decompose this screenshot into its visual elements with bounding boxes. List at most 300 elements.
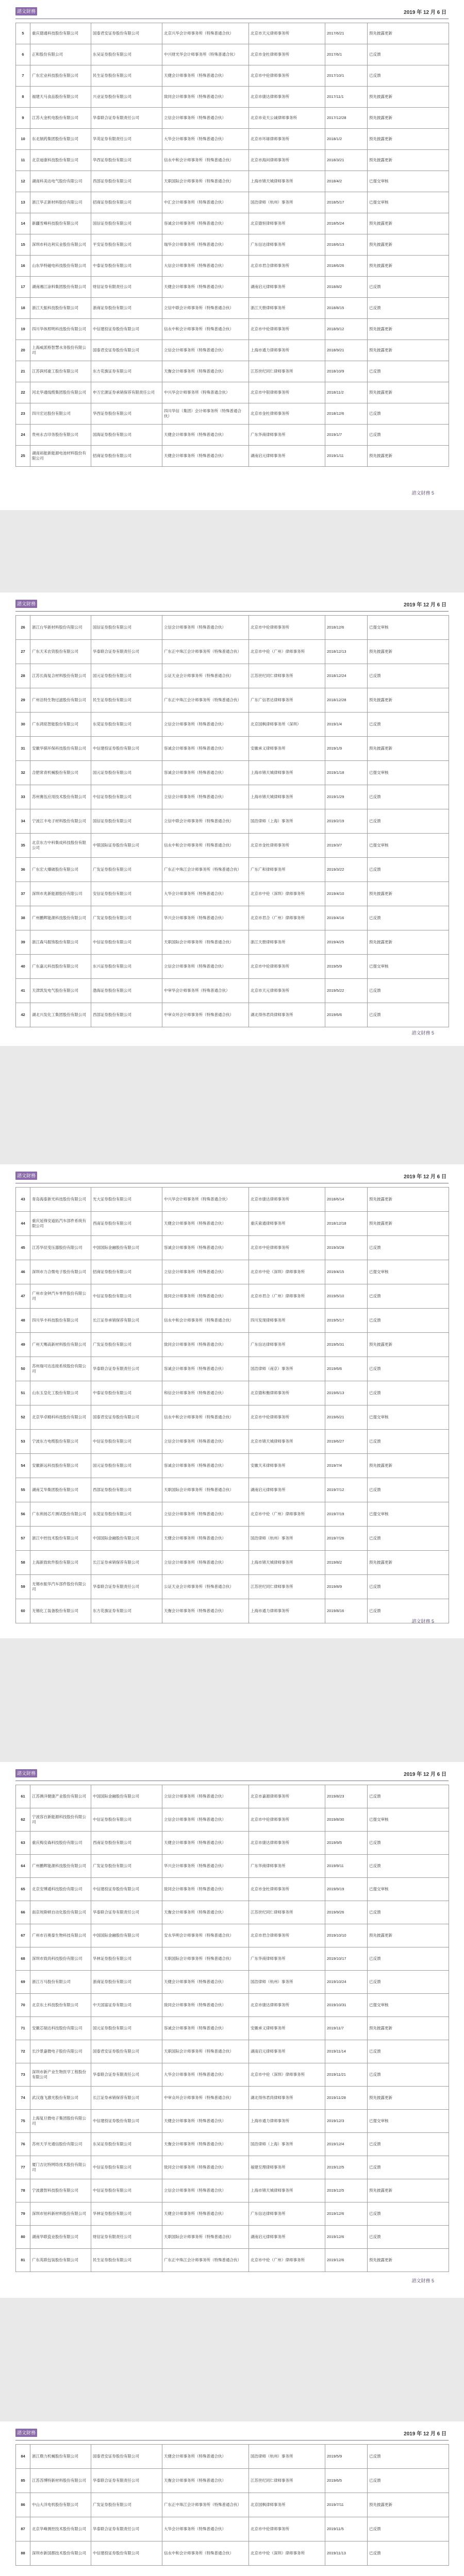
table-cell: 61 xyxy=(16,1785,30,1808)
table-cell: 上海市锦天城律师事务所 xyxy=(249,785,325,809)
table-cell: 已反馈 xyxy=(368,2202,449,2226)
table-cell: 已反馈 xyxy=(368,403,449,425)
table-cell: 25 xyxy=(16,446,30,467)
table-cell: 2018/8/15 xyxy=(325,298,368,319)
table-cell: 立信会计师事务所（特殊普通合伙） xyxy=(162,713,249,737)
table-cell: 华林证券股份有限公司 xyxy=(91,1947,162,1971)
table-cell: 已反馈 xyxy=(368,1381,449,1405)
table-cell: 中汇会计师事务所（特殊普通合伙） xyxy=(162,192,249,213)
table-cell: 广东鸿铭智能股份有限公司 xyxy=(30,713,91,737)
table-cell: 深圳市兆新能源股份有限公司 xyxy=(30,882,91,906)
table-cell: 深圳市新国都技术股份有限公司 xyxy=(30,2541,91,2566)
table-row xyxy=(16,761,449,785)
table-cell: 中审华会计师事务所（特殊普通合伙） xyxy=(162,979,249,1003)
table-row xyxy=(16,1502,449,1527)
table-row xyxy=(16,446,449,467)
table-cell: 北京市中伦（深圳）律师事务所 xyxy=(249,882,325,906)
table-cell: 北京市嘉源律师事务所 xyxy=(249,1785,325,1808)
table-cell: 7 xyxy=(16,65,30,87)
table-row xyxy=(16,2493,449,2517)
table-cell: 2019/7/4 xyxy=(325,1454,368,1478)
table-cell: 国海证券股份有限公司 xyxy=(91,425,162,446)
report-tag: 諮文財務 xyxy=(15,7,37,15)
table-cell: 渤海证券股份有限公司 xyxy=(91,979,162,1003)
table-cell: 天职国际会计师事务所（特殊普通合伙） xyxy=(162,2226,249,2249)
ipo-queue-table xyxy=(15,1785,449,2272)
table-row xyxy=(16,23,449,44)
table-row xyxy=(16,1971,449,1994)
table-cell: 北京迪康科技股份有限公司 xyxy=(30,150,91,171)
table-cell: 广发证券股份有限公司 xyxy=(91,2493,162,2517)
table-cell: 北京市中伦律师事务所 xyxy=(249,1236,325,1260)
table-cell: 2018/12/13 xyxy=(325,640,368,664)
table-cell: 广州鹏辉能源科技股份有限公司 xyxy=(30,906,91,930)
table-cell: 2018/9/12 xyxy=(325,319,368,340)
table-cell: 69 xyxy=(16,1971,30,1994)
table-row xyxy=(16,1381,449,1405)
table-cell: 西部证券股份有限公司 xyxy=(91,171,162,192)
table-cell: 50 xyxy=(16,1357,30,1381)
table-cell: 2019/11/14 xyxy=(325,2040,368,2063)
table-row xyxy=(16,129,449,150)
table-cell: 44 xyxy=(16,1212,30,1236)
table-row xyxy=(16,640,449,664)
table-cell: 信永中和会计师事务所（特殊普通合伙） xyxy=(162,150,249,171)
table-cell: 深圳市力合微电子股份有限公司 xyxy=(30,1260,91,1284)
table-cell: 64 xyxy=(16,1855,30,1878)
table-cell: 已反馈 xyxy=(368,1785,449,1808)
table-cell: 2019/3/22 xyxy=(325,858,368,882)
table-cell: 立信中联会计师事务所（特殊普通合伙） xyxy=(162,809,249,834)
table-cell: 天衡会计师事务所（特殊普通合伙） xyxy=(162,361,249,382)
table-cell: 天职国际会计师事务所（特殊普通合伙） xyxy=(162,1947,249,1971)
table-cell: 浙江中控技术股份有限公司 xyxy=(30,1527,91,1551)
table-cell: 2018/6/26 xyxy=(325,256,368,277)
table-cell: 已反馈 xyxy=(368,65,449,87)
table-cell: 中银国际证券股份有限公司 xyxy=(91,834,162,858)
table-cell: 西部证券股份有限公司 xyxy=(91,1003,162,1027)
table-cell: 华兴会计师事务所（特殊普通合伙） xyxy=(162,1855,249,1878)
table-cell: 中信建投证券股份有限公司 xyxy=(91,319,162,340)
table-cell: 湖南科美达电气股份有限公司 xyxy=(30,171,91,192)
table-row xyxy=(16,785,449,809)
table-cell: 预先披露更新 xyxy=(368,446,449,467)
table-cell: 预先披露更新 xyxy=(368,640,449,664)
table-cell: 招商证券股份有限公司 xyxy=(91,192,162,213)
table-cell: 国浩律师（上海）事务所 xyxy=(249,809,325,834)
table-cell: 2018/6/14 xyxy=(325,1188,368,1212)
page-footer: 諮文財務 5 xyxy=(411,2278,434,2283)
table-cell: 广东信达律师事务所 xyxy=(249,2202,325,2226)
table-cell: 已反馈 xyxy=(368,1599,449,1623)
table-cell: 兴业证券股份有限公司 xyxy=(91,87,162,108)
table-cell: 北京市天元律师事务所 xyxy=(249,979,325,1003)
table-cell: 国泰君安证券股份有限公司 xyxy=(91,2040,162,2063)
table-cell: 已反馈 xyxy=(368,2469,449,2493)
table-cell: 38 xyxy=(16,906,30,930)
table-cell: 2019/2/19 xyxy=(325,809,368,834)
table-cell: 2019/12/4 xyxy=(325,2133,368,2156)
table-cell: 中泰证券股份有限公司 xyxy=(91,1381,162,1405)
table-cell: 中信证券股份有限公司 xyxy=(91,1808,162,1832)
table-cell: 广东正中珠江会计师事务所（特殊普通合伙） xyxy=(162,858,249,882)
table-cell: 立信会计师事务所（特殊普通合伙） xyxy=(162,616,249,640)
table-cell: 已反馈 xyxy=(368,979,449,1003)
report-date: 2019 年 12 月 6 日 xyxy=(404,1174,446,1180)
table-cell: 中信建投证券股份有限公司 xyxy=(91,737,162,761)
table-cell: 预先披露更新 xyxy=(368,108,449,129)
table-cell: 上海复旦微电子集团股份有限公司 xyxy=(30,2110,91,2133)
table-cell: 天健会计师事务所（特殊普通合伙） xyxy=(162,1527,249,1551)
table-cell: 预先披露更新 xyxy=(368,882,449,906)
table-cell: 中审众环会计师事务所（特殊普通合伙） xyxy=(162,2087,249,2110)
table-row xyxy=(16,44,449,65)
table-cell: 北京市中伦律师事务所 xyxy=(249,319,325,340)
page-header xyxy=(0,0,464,21)
table-row xyxy=(16,213,449,234)
table-cell: 天健会计师事务所（特殊普通合伙） xyxy=(162,446,249,467)
table-cell: 长江证券承销保荐有限公司 xyxy=(91,2087,162,2110)
table-row xyxy=(16,955,449,979)
table-cell: 北京市康达律师事务所 xyxy=(249,1832,325,1855)
table-cell: 22 xyxy=(16,382,30,403)
table-cell: 已反馈 xyxy=(368,713,449,737)
table-cell: 招商证券股份有限公司 xyxy=(91,1260,162,1284)
table-cell: 中兴华会计师事务所（特殊普通合伙） xyxy=(162,382,249,403)
table-cell: 深圳市科达利实业股份有限公司 xyxy=(30,234,91,256)
table-cell: 北京市中伦律师事务所 xyxy=(249,2517,325,2541)
table-cell: 2019/6/27 xyxy=(325,1430,368,1454)
table-cell: 山东华特磁电科技股份有限公司 xyxy=(30,256,91,277)
table-cell: 江苏世纪同仁律师事务所 xyxy=(249,1575,325,1599)
table-cell: 天职国际会计师事务所（特殊普通合伙） xyxy=(162,1478,249,1502)
table-cell: 重庆德通科技股份有限公司 xyxy=(30,23,91,44)
table-cell: 湖南裕能新能源电池材料股份有限公司 xyxy=(30,446,91,467)
table-cell: 北京市锦天城律师事务所 xyxy=(249,1430,325,1454)
table-cell: 天职国际会计师事务所（特殊普通合伙） xyxy=(162,171,249,192)
table-cell: 华泰联合证券有限责任公司 xyxy=(91,1357,162,1381)
table-cell: 北京市中伦（广州）律师事务所 xyxy=(249,1502,325,1527)
table-cell: 光大证券股份有限公司 xyxy=(91,1188,162,1212)
table-cell: 湖北兴发化工集团股份有限公司 xyxy=(30,1003,91,1027)
table-cell: 53 xyxy=(16,1430,30,1454)
table-cell: 中信证券股份有限公司 xyxy=(91,2179,162,2202)
table-cell: 已反馈 xyxy=(368,858,449,882)
table-cell: 2019/6/5 xyxy=(325,2469,368,2493)
table-cell: 已反馈 xyxy=(368,906,449,930)
table-cell: 预先披露更新 xyxy=(368,213,449,234)
table-cell: 立信会计师事务所（特殊普通合伙） xyxy=(162,1430,249,1454)
table-cell: 瑞华会计师事务所（特殊普通合伙） xyxy=(162,234,249,256)
table-cell: 北京市金杜律师事务所 xyxy=(249,403,325,425)
table-cell: 48 xyxy=(16,1309,30,1333)
page-header xyxy=(0,1164,464,1185)
table-cell: 66 xyxy=(16,1901,30,1924)
table-cell: 致同会计师事务所（特殊普通合伙） xyxy=(162,2156,249,2179)
table-cell: 60 xyxy=(16,1599,30,1623)
table-cell: 上海威派格智慧水务股份有限公司 xyxy=(30,340,91,361)
table-cell: 2019/9/19 xyxy=(325,1878,368,1901)
table-cell: 2018/12/6 xyxy=(325,403,368,425)
table-cell: 北京市中伦律师事务所 xyxy=(249,1808,325,1832)
table-row xyxy=(16,858,449,882)
table-row xyxy=(16,2249,449,2272)
table-cell: 天健会计师事务所（特殊普通合伙） xyxy=(162,2202,249,2226)
table-cell: 2019/10/10 xyxy=(325,1924,368,1947)
table-cell: 17 xyxy=(16,277,30,298)
table-row xyxy=(16,403,449,425)
report-tag: 諮文財務 xyxy=(15,1769,37,1777)
table-cell: 上海市锦天城律师事务所 xyxy=(249,761,325,785)
table-row xyxy=(16,1785,449,1808)
table-cell: 立信会计师事务所（特殊普通合伙） xyxy=(162,1502,249,1527)
table-cell: 北京市君合（广州）律师事务所 xyxy=(249,906,325,930)
table-cell: 2019/3/7 xyxy=(325,834,368,858)
table-cell: 宁波东方电缆股份有限公司 xyxy=(30,1430,91,1454)
table-cell: 国浩律师（杭州）事务所 xyxy=(249,1971,325,1994)
table-row xyxy=(16,108,449,129)
table-cell: 预先披露更新 xyxy=(368,688,449,713)
table-row xyxy=(16,1575,449,1599)
table-cell: 安徽华骐环保科技股份有限公司 xyxy=(30,737,91,761)
table-cell: 华泰联合证券有限责任公司 xyxy=(91,640,162,664)
table-cell: 大华会计师事务所（特殊普通合伙） xyxy=(162,2517,249,2541)
table-cell: 47 xyxy=(16,1284,30,1309)
table-row xyxy=(16,1405,449,1430)
table-cell: 国浩律师（南京）事务所 xyxy=(249,1357,325,1381)
table-cell: 2019/10/17 xyxy=(325,1947,368,1971)
table-cell: 华泰联合证券有限责任公司 xyxy=(91,108,162,129)
table-cell: 华泰联合证券有限责任公司 xyxy=(91,2469,162,2493)
table-row xyxy=(16,1947,449,1971)
table-cell: 已反馈 xyxy=(368,2063,449,2087)
table-cell: 预先披露更新 xyxy=(368,382,449,403)
table-cell: 国浩律师（上海）事务所 xyxy=(249,2133,325,2156)
table-cell: 已反馈 xyxy=(368,785,449,809)
table-cell: 江苏苏博特新材料股份有限公司 xyxy=(30,2469,91,2493)
table-cell: 北京市中伦（广州）律师事务所 xyxy=(249,2249,325,2272)
table-row xyxy=(16,2226,449,2249)
table-cell: 容诚会计师事务所（特殊普通合伙） xyxy=(162,1357,249,1381)
table-cell: 国元证券股份有限公司 xyxy=(91,1454,162,1478)
table-cell: 湖南启元律师事务所 xyxy=(249,277,325,298)
table-cell: 安徽天禾律师事务所 xyxy=(249,1454,325,1478)
table-cell: 2019/10/31 xyxy=(325,1994,368,2017)
table-cell: 公证天业会计师事务所（特殊普通合伙） xyxy=(162,664,249,688)
table-cell: 安徽承义律师事务所 xyxy=(249,2017,325,2040)
page-4 xyxy=(0,1762,464,2298)
table-cell: 已提交审核 xyxy=(368,1878,449,1901)
table-cell: 广东信达律师事务所 xyxy=(249,234,325,256)
table-cell: 广东利扬芯片测试股份有限公司 xyxy=(30,1502,91,1527)
table-row xyxy=(16,1284,449,1309)
table-cell: 55 xyxy=(16,1478,30,1502)
table-cell: 2019/12/6 xyxy=(325,2226,368,2249)
table-cell: 天健会计师事务所（特殊普通合伙） xyxy=(162,1832,249,1855)
table-cell: 预先披露更新 xyxy=(368,87,449,108)
table-cell: 上海市通力律师事务所 xyxy=(249,2110,325,2133)
table-cell: 2018/1/2 xyxy=(325,129,368,150)
table-cell: 山东玉皇化工股份有限公司 xyxy=(30,1381,91,1405)
table-row xyxy=(16,737,449,761)
table-cell: 2018/6/13 xyxy=(325,234,368,256)
table-cell: 湖南启元律师事务所 xyxy=(249,446,325,467)
table-cell: 上海市锦天城律师事务所 xyxy=(249,171,325,192)
table-row xyxy=(16,1599,449,1623)
table-cell: 预先披露更新 xyxy=(368,737,449,761)
table-cell: 已提交审核 xyxy=(368,761,449,785)
table-cell: 民生证券股份有限公司 xyxy=(91,2249,162,2272)
table-cell: 2019/12/6 xyxy=(325,2202,368,2226)
report-date: 2019 年 12 月 6 日 xyxy=(404,1772,446,1777)
table-cell: 深圳市铂科新材料股份有限公司 xyxy=(30,2202,91,2226)
page-2 xyxy=(0,592,464,1046)
table-cell: 广东宏业科技股份有限公司 xyxy=(30,65,91,87)
table-cell: 2017/11/1 xyxy=(325,87,368,108)
table-cell: 预先披露更新 xyxy=(368,256,449,277)
table-cell: 信永中和会计师事务所（特殊普通合伙） xyxy=(162,834,249,858)
table-cell: 2019/5/17 xyxy=(325,1309,368,1333)
table-cell: 2019/4/16 xyxy=(325,906,368,930)
table-cell: 预先披露更新 xyxy=(368,1333,449,1357)
table-cell: 中国国际金融股份有限公司 xyxy=(91,1785,162,1808)
table-cell: 中信建投证券股份有限公司 xyxy=(91,2110,162,2133)
table-cell: 深圳市致尚科技股份有限公司 xyxy=(30,1947,91,1971)
table-cell: 77 xyxy=(16,2156,30,2179)
table-cell: 51 xyxy=(16,1381,30,1405)
table-row xyxy=(16,2469,449,2493)
table-cell: 民生证券股份有限公司 xyxy=(91,688,162,713)
table-cell: 已反馈 xyxy=(368,1855,449,1878)
table-row xyxy=(16,2541,449,2566)
table-row xyxy=(16,1924,449,1947)
table-row xyxy=(16,171,449,192)
table-cell: 2019/7/11 xyxy=(325,2493,368,2517)
table-cell: 致同会计师事务所（特殊普通合伙） xyxy=(162,1284,249,1309)
table-cell: 2017/6/21 xyxy=(325,23,368,44)
table-cell: 江苏世纪同仁律师事务所 xyxy=(249,361,325,382)
table-cell: 重庆梅安森科技股份有限公司 xyxy=(30,1832,91,1855)
table-row xyxy=(16,2017,449,2040)
table-row xyxy=(16,1212,449,1236)
table-row xyxy=(16,979,449,1003)
table-cell: 2019/7/26 xyxy=(325,1527,368,1551)
table-row xyxy=(16,1878,449,1901)
table-cell: 已提交审核 xyxy=(368,955,449,979)
table-cell: 湖南艾华集团股份有限公司 xyxy=(30,1478,91,1502)
table-cell: 28 xyxy=(16,664,30,688)
table-cell: 容诚会计师事务所（特殊普通合伙） xyxy=(162,1454,249,1478)
table-cell: 已反馈 xyxy=(368,2040,449,2063)
table-cell: 北京市中伦律师事务所 xyxy=(249,955,325,979)
table-cell: 72 xyxy=(16,2040,30,2063)
table-cell: 长沙景嘉微电子股份有限公司 xyxy=(30,2040,91,2063)
table-cell: 42 xyxy=(16,1003,30,1027)
table-cell: 广东天禾农资股份有限公司 xyxy=(30,640,91,664)
table-cell: 78 xyxy=(16,2179,30,2202)
table-cell: 已反馈 xyxy=(368,1430,449,1454)
table-cell: 东吴证券股份有限公司 xyxy=(91,44,162,65)
table-cell: 北京东土科技股份有限公司 xyxy=(30,1994,91,2017)
table-cell: 2019/1/9 xyxy=(325,737,368,761)
table-cell: 招商证券股份有限公司 xyxy=(91,446,162,467)
table-cell: 33 xyxy=(16,785,30,809)
table-row xyxy=(16,2040,449,2063)
table-cell: 华泰联合证券有限责任公司 xyxy=(91,2517,162,2541)
table-cell: 容诚会计师事务所（特殊普通合伙） xyxy=(162,2017,249,2040)
table-cell: 信永中和会计师事务所（特殊普通合伙） xyxy=(162,1405,249,1430)
table-cell: 2019/1/4 xyxy=(325,713,368,737)
table-row xyxy=(16,1808,449,1832)
table-cell: 2019/6/6 xyxy=(325,1357,368,1381)
table-row xyxy=(16,2179,449,2202)
table-cell: 北京市中伦律师事务所 xyxy=(249,616,325,640)
table-row xyxy=(16,2445,449,2469)
table-cell: 中国国际金融股份有限公司 xyxy=(91,1236,162,1260)
table-cell: 国浩律师（杭州）事务所 xyxy=(249,2445,325,2469)
table-cell: 76 xyxy=(16,2133,30,2156)
table-cell: 58 xyxy=(16,1551,30,1575)
table-cell: 江苏世纪同仁律师事务所 xyxy=(249,664,325,688)
table-cell: 天衡会计师事务所（特殊普通合伙） xyxy=(162,2133,249,2156)
table-cell: 东北制药集团股份有限公司 xyxy=(30,129,91,150)
table-cell: 四川华信（集团）会计师事务所（特殊普通合伙） xyxy=(162,403,249,425)
table-cell: 天津凯发电气股份有限公司 xyxy=(30,979,91,1003)
table-cell: 已反馈 xyxy=(368,1971,449,1994)
table-cell: 23 xyxy=(16,403,30,425)
table-cell: 湖南启元律师事务所 xyxy=(249,1478,325,1502)
table-cell: 已反馈 xyxy=(368,1309,449,1333)
table-cell: 预先披露更新 xyxy=(368,2249,449,2272)
table-cell: 2018/5/17 xyxy=(325,192,368,213)
table-cell: 华西证券股份有限公司 xyxy=(91,403,162,425)
table-cell: 广东广信君达律师事务所 xyxy=(249,688,325,713)
page-5 xyxy=(0,2421,464,2576)
table-cell: 57 xyxy=(16,1527,30,1551)
table-cell: 中山大洋电机股份有限公司 xyxy=(30,2493,91,2517)
table-cell: 四川华丰科技股份有限公司 xyxy=(30,1309,91,1333)
table-cell: 北京市中伦律师事务所 xyxy=(249,1405,325,1430)
table-cell: 中信证券股份有限公司 xyxy=(91,930,162,955)
ipo-queue-table xyxy=(15,2444,449,2566)
table-cell: 5 xyxy=(16,23,30,44)
table-cell: 2019/7/12 xyxy=(325,1478,368,1502)
table-cell: 北京市康达律师事务所 xyxy=(249,87,325,108)
table-cell: 无锡市振华汽车部件股份有限公司 xyxy=(30,1575,91,1599)
table-row xyxy=(16,1309,449,1333)
table-cell: 西南证券股份有限公司 xyxy=(91,1212,162,1236)
table-cell: 浙商证券股份有限公司 xyxy=(91,298,162,319)
table-cell: 已反馈 xyxy=(368,298,449,319)
table-cell: 国泰君安证券股份有限公司 xyxy=(91,23,162,44)
table-cell: 东吴证券股份有限公司 xyxy=(91,2133,162,2156)
page-footer: 諮文財務 5 xyxy=(411,1619,434,1624)
table-cell: 18 xyxy=(16,298,30,319)
table-row xyxy=(16,361,449,382)
page-footer: 諮文財務 5 xyxy=(411,490,434,496)
table-cell: 21 xyxy=(16,361,30,382)
header-divider xyxy=(15,2440,449,2441)
table-row xyxy=(16,2087,449,2110)
table-row xyxy=(16,1430,449,1454)
table-cell: 北京市康达律师事务所 xyxy=(249,1188,325,1212)
table-cell: 9 xyxy=(16,108,30,129)
table-cell: 天健会计师事务所（特殊普通合伙） xyxy=(162,1971,249,1994)
table-cell: 2018/9/21 xyxy=(325,340,368,361)
table-cell: 中兴财光华会计师事务所（特殊普通合伙） xyxy=(162,44,249,65)
table-row xyxy=(16,2202,449,2226)
table-cell: 已反馈 xyxy=(368,1947,449,1971)
